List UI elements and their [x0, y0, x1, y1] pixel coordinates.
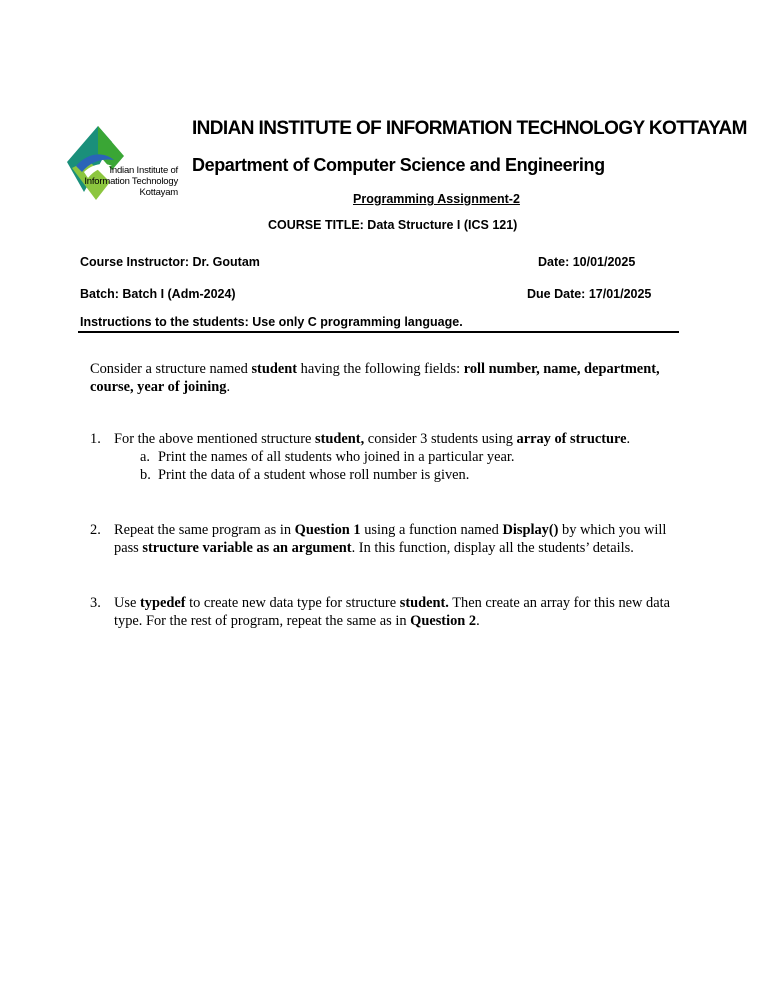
course-title: COURSE TITLE: Data Structure I (ICS 121): [268, 218, 518, 232]
q1-bold-1: student,: [315, 431, 365, 447]
institute-logo: [62, 120, 180, 206]
question-2: [90, 521, 675, 557]
intro-text-1: Consider a structure named: [90, 361, 252, 377]
q1-text-1: For the above mentioned structure: [114, 431, 316, 447]
q2-bold-2: Display(): [502, 522, 559, 538]
logo-text-line-2: Information Technology: [84, 176, 178, 187]
department-name: Department of Computer Science and Engineering: [192, 155, 605, 175]
logo-text-line-3: Kottayam: [139, 187, 178, 198]
institute-name: INDIAN INSTITUTE OF INFORMATION TECHNOLOGY KOTTAYAM: [192, 118, 747, 139]
assignment-date: Date: 10/01/2025: [538, 255, 636, 269]
q1-bold-2: array of structure: [516, 431, 627, 447]
intro-text-3: .: [226, 379, 231, 395]
q3-bold-2: student.: [399, 595, 449, 611]
q1-text-2: consider 3 students using: [364, 431, 517, 447]
q3-text-1: Use: [114, 595, 140, 611]
q3-text-2: to create new data type for structure: [185, 595, 400, 611]
intro-bold-1: student: [251, 361, 298, 377]
assignment-title: Programming Assignment-2: [353, 192, 520, 206]
q3-bold-1: typedef: [139, 595, 186, 611]
q2-text-1: Repeat the same program as in: [114, 522, 295, 538]
q1-text-3: .: [626, 431, 631, 447]
due-date: Due Date: 17/01/2025: [527, 287, 652, 301]
q2-text-4: . In this function, display all the students’ details.: [351, 540, 634, 556]
question-2-number: 2.: [90, 522, 101, 538]
question-list: [90, 430, 675, 630]
q2-text-2: using a function named: [360, 522, 503, 538]
q2-bold-3: structure variable as an argument: [142, 540, 352, 556]
intro-text-2: having the following fields:: [297, 361, 464, 377]
header-divider: [78, 331, 679, 333]
intro-bold-2: roll number, name, department, course, year of joining: [90, 361, 660, 395]
intro-paragraph: [90, 360, 670, 396]
question-1a: [90, 448, 675, 466]
course-instructor: Course Instructor: Dr. Goutam: [80, 255, 260, 269]
q1b-text: Print the data of a student whose roll number is given.: [158, 467, 470, 483]
q1a-text: Print the names of all students who joined in a particular year.: [158, 449, 515, 465]
q3-bold-3: Question 2: [410, 613, 477, 629]
q3-text-4: .: [476, 613, 480, 629]
q2-text-3: by which you will pass: [114, 522, 667, 556]
q3-text-3: Then create an array for this new data type. For the rest of program, repeat the same as in: [114, 595, 670, 629]
question-3: [90, 594, 675, 630]
question-1: [90, 430, 675, 484]
q1b-letter: b.: [140, 467, 151, 483]
instructions-line: Instructions to the students: Use only C programming language.: [80, 315, 463, 329]
logo-diamond-right: [98, 126, 124, 170]
logo-text-line-1: Indian Institute of: [109, 165, 178, 176]
q1a-letter: a.: [140, 449, 150, 465]
question-3-number: 3.: [90, 595, 101, 611]
q2-bold-1: Question 1: [294, 522, 361, 538]
question-1-subparts: [114, 448, 675, 484]
batch-info: Batch: Batch I (Adm-2024): [80, 287, 236, 301]
question-1-number: 1.: [90, 431, 101, 447]
question-1b: [90, 466, 675, 484]
